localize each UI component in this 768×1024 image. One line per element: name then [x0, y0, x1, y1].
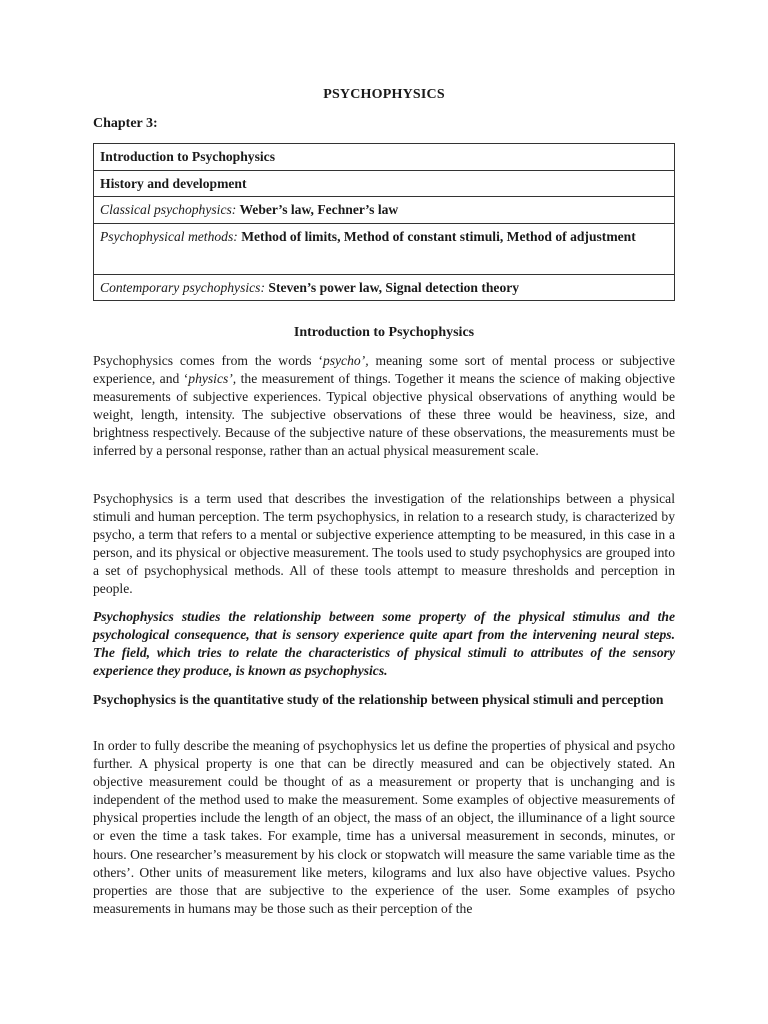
p1-part-a: Psychophysics comes from the words ‘: [93, 353, 323, 368]
toc-row: [94, 223, 675, 274]
toc-cell-classical: [94, 197, 675, 224]
p1-term-psycho: psycho’,: [322, 353, 369, 368]
toc-text-classical: Weber’s law, Fechner’s law: [236, 202, 399, 217]
chapter-label: Chapter 3:: [93, 116, 158, 131]
paragraph-definition: [93, 352, 675, 461]
section-heading: Introduction to Psychophysics: [293, 325, 475, 340]
p1-term-physics: physics’,: [188, 371, 237, 387]
toc-label-methods: Psychophysical methods:: [100, 228, 238, 244]
toc-cell-methods: [94, 223, 675, 274]
toc-label-contemporary: Contemporary psychophysics:: [100, 279, 265, 295]
paragraph-investigation: Psychophysics is a term used that describes the investigation of the relationships between a physical stimuli and human perception. The term psychophysics, in relation to a research study, is characterized by psycho, a term that refers to a mental or subjective experience attempting to be measured, in this case in a person, and its physical or objective measurement. The tools used to study psychophysics are grouped into a set of psychophysical methods. All of these tools attempt to measure thresholds and perception in people.: [93, 491, 675, 597]
toc-row: [94, 144, 675, 171]
p1-part-c: meaning some sort of mental process or subjective experience, and ‘: [93, 353, 676, 387]
paragraph-emphasis: Psychophysics studies the relationship between some property of the physical stimulus and the psychological consequence, that is sensory experience quite apart from the intervening neural steps. The field, which tries to relate the characteristics of physical stimuli to attributes of the sensory experience they produce, is known as psychophysics.: [93, 609, 675, 679]
paragraph-properties: In order to fully describe the meaning of psychophysics let us define the properties of physical and psycho further. A physical property is one that can be directly measured and can be objectively stated. An objective measurement could be thought of as a measurement or property that is unchanging and is independent of the method used to make the measurement. Some examples of objective measurements of physical properties include the length of an object, the mass of an object, the illuminance of a light source or even the time a task takes. For example, time has a universal measurement in seconds, minutes, or hours. One researcher’s measurement by his clock or stopwatch will measure the same variable time as the others’. Other units of measurement like meters, kilograms and lux also have objective values. Psycho properties are those that are subjective to the experience of the user. Some examples of psycho measurements in humans may be those such as their perception of the: [93, 738, 675, 916]
p1-part-e: the measurement of things. Together it means the science of making objective measurements of subjective experiences. Typical objective physical observations of anything would be weight, length, intensity. The subjective observations of these three would be heaviness, size, and brightness respectively. Because of the subjective nature of these observations, the measurements must be inferred by a personal response, rather than an actual physical measurement scale.: [93, 371, 675, 459]
toc-label-classical: Classical psychophysics:: [100, 202, 237, 217]
toc-cell-history: History and development: [94, 170, 675, 197]
toc-row: [94, 274, 675, 301]
toc-row: [94, 197, 675, 224]
toc-text-methods: Method of limits, Method of constant stimuli, Method of adjustment: [237, 228, 636, 244]
toc-row: [94, 170, 675, 197]
document-title: PSYCHOPHYSICS: [323, 87, 445, 102]
paragraph-quantitative: Psychophysics is the quantitative study of the relationship between physical stimuli and perception: [93, 692, 664, 707]
toc-cell-intro: Introduction to Psychophysics: [94, 144, 675, 171]
toc-text-contemporary: Steven’s power law, Signal detection theory: [264, 279, 520, 295]
toc-cell-contemporary: [94, 274, 675, 301]
chapter-contents-table: [93, 143, 675, 301]
